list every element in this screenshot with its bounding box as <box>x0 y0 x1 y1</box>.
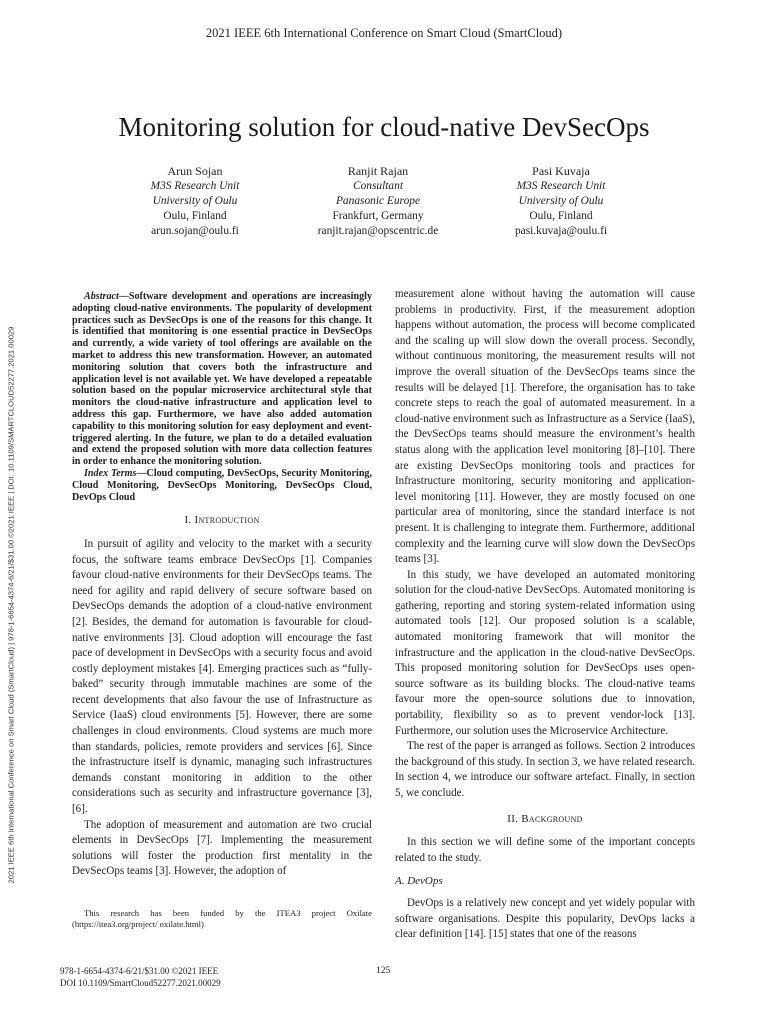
abstract-text: —Software development and operations are increasingly adopting cloud-native environments. The popularity of development practices such as DevSecOps is one of the reasons for this change. It is identified that monitoring is one essential practice in DevSecOps and currently, a wide variety of tool offerings are available on the market to address this new transformation. However, an automated monitoring solution that covers both the infrastructure and application level is not available yet. We have developed a repeatable solution based on the popular microservice architectural style that monitors the cloud-native infrastructure and application level to address this gap. Furthermore, we have also added automation capability to this monitoring solution for easy deployment and event-triggered alerting. In the future, we plan to do a detailed evaluation and extend the proposed solution with more data collection features in order to enhance the monitoring solution. <box>72 291 372 468</box>
abstract <box>72 291 372 503</box>
abstract-lead: Abstract <box>84 291 119 302</box>
index-terms-text: —Cloud computing, DevSecOps, Security Monitoring, Cloud Monitoring, DevSecOps Monitoring, DevSecOps Cloud, DevOps Cloud <box>72 467 372 503</box>
left-column <box>72 291 372 880</box>
author-name: Arun Sojan <box>167 164 223 178</box>
author-affiliation: M3S Research Unit <box>516 180 606 192</box>
paper-title: Monitoring solution for cloud-native DevSecOps <box>118 112 650 142</box>
author-location: Oulu, Finland <box>529 210 593 222</box>
side-margin-citation <box>4 260 18 950</box>
author-email: arun.sojan@oulu.fi <box>151 225 239 237</box>
right-column <box>395 287 695 943</box>
author-email: pasi.kuvaja@oulu.fi <box>514 225 608 237</box>
devops-paragraph: DevOps is a relatively new concept and yet widely popular with software organisations. Despite this popularity, DevOps lacks a clear definition [14]. [15] states that one of the reasons <box>395 896 695 941</box>
footer-isbn: 978-1-6654-4374-6/21/$31.00 ©2021 IEEE <box>60 966 219 976</box>
author-institution: Panasonic Europe <box>335 195 421 207</box>
author-location: Frankfurt, Germany <box>332 210 424 222</box>
author-location: Oulu, Finland <box>163 210 227 222</box>
subsection-heading-devops: A. DevOps <box>395 875 443 888</box>
intro-paragraph: In pursuit of agility and velocity to the market with a security focus, the software teams embrace DevSecOps [1]. Companies favour cloud-native environments for their DevSecOps teams. The need for agility and rapid delivery of secure software based on DevSecOps demands the adoption of a cloud-native environment [2]. Besides, the demand for automation is favourable for cloud-native environments [3]. Cloud adoption will encourage the fast pace of development in DevSecOps with a security focus and avoid costly deployment mistakes [4]. Emerging practices such as “fully-baked” security through immutable machines are some of the recent developments that also favour the use of Infrastructure as Service (IaaS) cloud environments [5]. However, there are some challenges in cloud environments. Cloud systems are much more than standards, policies, remote providers and services [6]. Since the infrastructure itself is dynamic, managing such infrastructures demands constant monitoring in addition to the other considerations such as security and infrastructure governance [3], [6]. <box>72 537 372 816</box>
author-institution: University of Oulu <box>152 195 238 207</box>
section-heading-introduction: I. Introduction <box>184 514 260 527</box>
author-name: Ranjit Rajan <box>347 164 409 178</box>
body-paragraph: In this study, we have developed an automated monitoring solution for the cloud-native DevSecOps. Automated monitoring is gathering, reporting and storing system-related information using automated tools [12]. Our proposed solution is a scalable, automated monitoring framework that will monitor the infrastructure and the application in the cloud-native DevSecOps. This proposed monitoring solution for DevSecOps uses open-source software as its building blocks. The cloud-native teams favour more the open-source solutions due to innovation, portability, flexibility so as to prevent vendor-lock [13]. Furthermore, our solution uses the Microservice Architecture. <box>395 568 695 737</box>
footer-copyright <box>60 966 221 989</box>
index-terms-lead: Index Terms <box>84 467 137 479</box>
author-affiliation: Consultant <box>352 180 403 192</box>
footnote <box>72 908 372 930</box>
author-name: Pasi Kuvaja <box>532 164 590 178</box>
footer-doi: DOI 10.1109/SmartCloud52277.2021.00029 <box>60 977 221 988</box>
section-heading-background: II. Background <box>507 812 583 825</box>
intro-paragraph: The adoption of measurement and automation are two crucial elements in DevSecOps [7]. Implementing the measurement solutions will foster the production first mentality in the DevSecOps teams [3]. However, the adoption of <box>72 818 372 878</box>
footnote-text: This research has been funded by the ITEA3 project Oxilate (https://itea3.org/project/ oxilate.html) <box>72 908 372 929</box>
conference-header: 2021 IEEE 6th International Conference on Smart Cloud (SmartCloud) <box>205 26 563 40</box>
author-block-3 <box>451 164 671 239</box>
body-paragraph: The rest of the paper is arranged as follows. Section 2 introduces the background of this study. In section 3, we have related research. In section 4, we introduce our software artefact. Finally, in section 5, we conclude. <box>395 740 695 799</box>
body-paragraph: measurement alone without having the automation will cause problems in productivity. First, if the measurement adoption happens without automation, the process will become complicated and the scaling up will slow down the overall process. Secondly, without continuous monitoring, the measurement results will not improve the overall situation of the DevSecOps teams since the results will be delayed [1]. Therefore, the organisation has to take concrete steps to reach the goal of automated measurement. In a cloud-native environment such as Infrastructure as a Service (IaaS), the DevSecOps teams should measure the environment’s health status along with the application level monitoring [8]–[10]. There are existing DevSecOps monitoring tools and practices for Infrastructure monitoring, security monitoring and application-level monitoring [11]. However, they are mostly focused on one particular area of monitoring, since the standard interface is not present. It is challenging to integrate them. Furthermore, additional complexity and the learning curve will slow down the DevSecOps teams [3]. <box>395 288 695 566</box>
author-email: ranjit.rajan@opscentric.de <box>317 225 439 237</box>
side-citation-text: 2021 IEEE 6th International Conference on Smart Cloud (SmartCloud) | 978-1-6654-4374-6/21/$31.00 ©2021 IEEE | DOI: 10.1109/SMARTCLOUD52277.2021.00029 <box>6 326 16 884</box>
author-affiliation: M3S Research Unit <box>150 180 240 192</box>
page-number: 125 <box>376 966 391 976</box>
background-paragraph: In this section we will define some of the important concepts related to the study. <box>395 836 695 864</box>
author-institution: University of Oulu <box>518 195 604 207</box>
